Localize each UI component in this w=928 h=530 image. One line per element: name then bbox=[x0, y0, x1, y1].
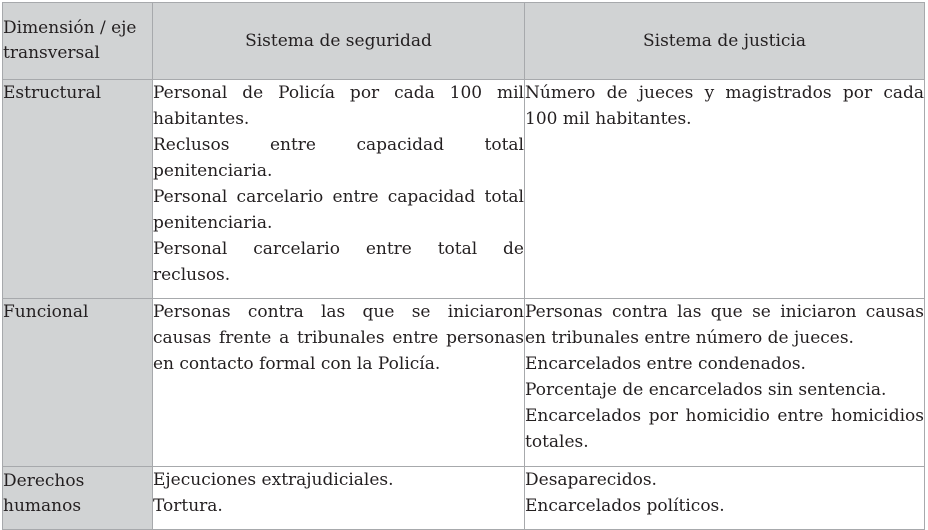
indicator-text: Número de jueces y magistrados por cada 100 mil habitantes. bbox=[525, 83, 924, 129]
indicator-text: Encarcelados políticos. bbox=[525, 496, 725, 516]
table-row bbox=[3, 299, 925, 467]
indicator-text: Personal carcelario entre capacidad total penitenciaria. bbox=[153, 187, 524, 233]
indicator-text: Personal carcelario entre total de reclusos. bbox=[153, 239, 524, 285]
justice-indicators-cell bbox=[525, 299, 925, 467]
header-security-system: Sistema de seguridad bbox=[153, 3, 525, 80]
indicator-text: Desaparecidos. bbox=[525, 470, 657, 490]
table-row bbox=[3, 80, 925, 299]
dimension-cell: Funcional bbox=[3, 299, 153, 467]
indicator-text: Tortura. bbox=[153, 496, 223, 516]
indicator-text: Personal de Policía por cada 100 mil habitantes. bbox=[153, 83, 524, 129]
indicator-text: Reclusos entre capacidad total penitenciaria. bbox=[153, 135, 524, 181]
header-row bbox=[3, 3, 925, 80]
header-dimension: Dimensión / eje transversal bbox=[3, 3, 153, 80]
table-row bbox=[3, 467, 925, 530]
indicator-text: Encarcelados por homicidio entre homicidios totales. bbox=[525, 406, 924, 452]
justice-indicators-cell bbox=[525, 467, 925, 530]
indicator-text: Personas contra las que se iniciaron causas frente a tribunales entre personas en contacto formal con la Policía. bbox=[153, 302, 524, 374]
dimension-cell: Derechos humanos bbox=[3, 467, 153, 530]
indicator-text: Personas contra las que se iniciaron causas en tribunales entre número de jueces. bbox=[525, 302, 924, 348]
indicator-text: Encarcelados entre condenados. bbox=[525, 354, 806, 374]
justice-indicators-cell bbox=[525, 80, 925, 299]
security-indicators-cell bbox=[153, 299, 525, 467]
indicators-table bbox=[2, 2, 925, 530]
indicator-text: Ejecuciones extrajudiciales. bbox=[153, 470, 394, 490]
dimension-cell: Estructural bbox=[3, 80, 153, 299]
indicator-text: Porcentaje de encarcelados sin sentencia. bbox=[525, 380, 887, 400]
header-justice-system: Sistema de justicia bbox=[525, 3, 925, 80]
security-indicators-cell bbox=[153, 80, 525, 299]
security-indicators-cell bbox=[153, 467, 525, 530]
